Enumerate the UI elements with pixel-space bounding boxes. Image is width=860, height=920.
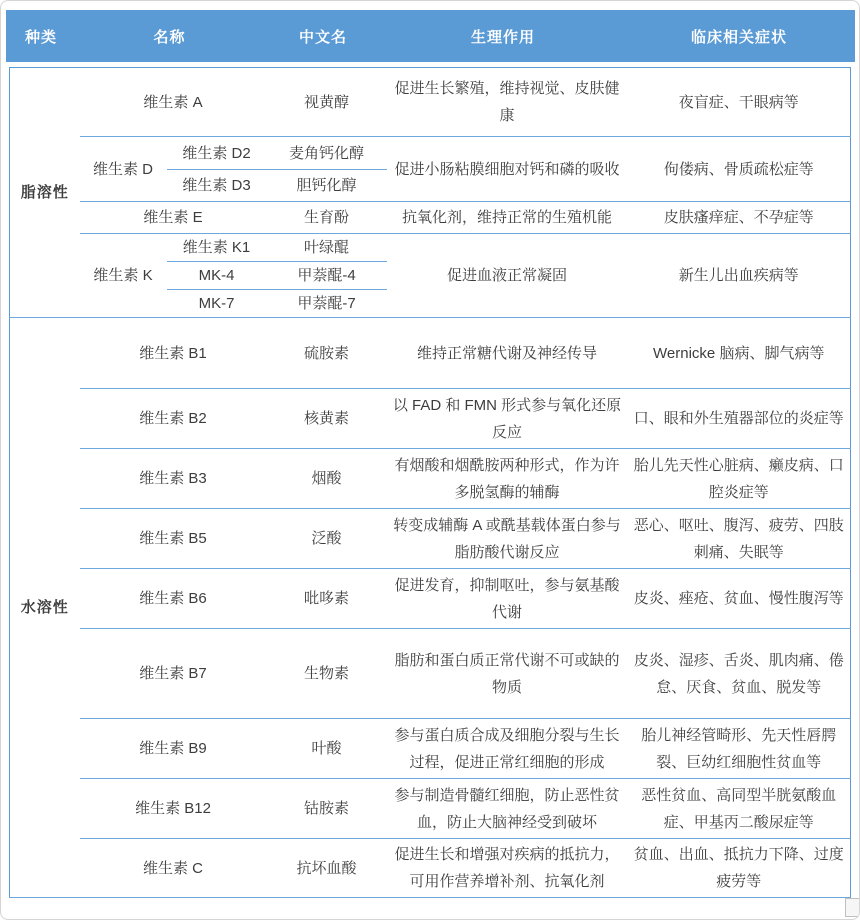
cell-physiology: 参与蛋白质合成及细胞分裂与生长过程，促进正常红细胞的形成 xyxy=(387,719,628,779)
cell-clinical: 贫血、出血、抵抗力下降、过度疲劳等 xyxy=(628,839,851,898)
cell-physiology: 维持正常糖代谢及神经传导 xyxy=(387,318,628,389)
cell-clinical: 佝偻病、骨质疏松症等 xyxy=(628,137,851,202)
cell-chinese-name: 生物素 xyxy=(267,629,387,719)
cell-name: 维生素 B7 xyxy=(80,629,267,719)
category-water-soluble: 水溶性 xyxy=(10,318,80,898)
cell-chinese-name: 吡哆素 xyxy=(267,569,387,629)
table-row xyxy=(10,137,851,170)
cell-name: 维生素 B6 xyxy=(80,569,267,629)
cell-clinical: Wernicke 脑病、脚气病等 xyxy=(628,318,851,389)
cell-physiology: 参与制造骨髓红细胞，防止恶性贫血，防止大脑神经受到破坏 xyxy=(387,779,628,839)
cell-subname: MK-7 xyxy=(167,290,267,318)
cell-clinical: 恶性贫血、高同型半胱氨酸血症、甲基丙二酸尿症等 xyxy=(628,779,851,839)
cell-physiology: 转变成辅酶 A 或酰基载体蛋白参与脂肪酸代谢反应 xyxy=(387,509,628,569)
table-row xyxy=(10,234,851,262)
scrollbar-corner xyxy=(845,898,860,917)
cell-physiology: 促进小肠粘膜细胞对钙和磷的吸收 xyxy=(387,137,628,202)
cell-chinese-name: 烟酸 xyxy=(267,449,387,509)
cell-chinese-name: 麦角钙化醇 xyxy=(267,137,387,170)
cell-clinical: 胎儿先天性心脏病、癞皮病、口腔炎症等 xyxy=(628,449,851,509)
table-row xyxy=(10,569,851,629)
cell-physiology: 以 FAD 和 FMN 形式参与氧化还原反应 xyxy=(387,389,628,449)
table-header xyxy=(6,10,855,62)
cell-chinese-name: 甲萘醌-7 xyxy=(267,290,387,318)
cell-chinese-name: 生育酚 xyxy=(267,202,387,234)
cell-subname: 维生素 D2 xyxy=(167,137,267,170)
cell-subname: 维生素 K1 xyxy=(167,234,267,262)
cell-chinese-name: 硫胺素 xyxy=(267,318,387,389)
cell-chinese-name: 核黄素 xyxy=(267,389,387,449)
cell-clinical: 皮炎、痤疮、贫血、慢性腹泻等 xyxy=(628,569,851,629)
header-col-chinese-name: 中文名 xyxy=(298,28,347,46)
cell-subname: 维生素 D3 xyxy=(167,170,267,202)
cell-clinical: 夜盲症、干眼病等 xyxy=(628,68,851,137)
table-row xyxy=(10,389,851,449)
cell-clinical: 皮肤瘙痒症、不孕症等 xyxy=(628,202,851,234)
cell-chinese-name: 泛酸 xyxy=(267,509,387,569)
category-fat-soluble: 脂溶性 xyxy=(10,68,80,318)
cell-name: 维生素 B2 xyxy=(80,389,267,449)
cell-chinese-name: 甲萘醌-4 xyxy=(267,262,387,290)
cell-chinese-name: 叶酸 xyxy=(267,719,387,779)
table-row xyxy=(10,449,851,509)
cell-name: 维生素 B5 xyxy=(80,509,267,569)
cell-chinese-name: 抗坏血酸 xyxy=(267,839,387,898)
cell-chinese-name: 视黄醇 xyxy=(267,68,387,137)
header-col-name: 名称 xyxy=(153,28,186,46)
cell-clinical: 胎儿神经管畸形、先天性唇腭裂、巨幼红细胞性贫血等 xyxy=(628,719,851,779)
cell-chinese-name: 胆钙化醇 xyxy=(267,170,387,202)
cell-name: 维生素 B1 xyxy=(80,318,267,389)
table-row xyxy=(10,839,851,898)
cell-chinese-name: 叶绿醌 xyxy=(267,234,387,262)
table-row xyxy=(10,202,851,234)
cell-physiology: 促进生长繁殖，维持视觉、皮肤健康 xyxy=(387,68,628,137)
table-row xyxy=(10,719,851,779)
cell-physiology: 促进血液正常凝固 xyxy=(387,234,628,318)
cell-physiology: 促进生长和增强对疾病的抵抗力，可用作营养增补剂、抗氧化剂 xyxy=(387,839,628,898)
cell-subname: MK-4 xyxy=(167,262,267,290)
cell-name: 维生素 C xyxy=(80,839,267,898)
cell-physiology: 抗氧化剂，维持正常的生殖机能 xyxy=(387,202,628,234)
table-row xyxy=(10,68,851,137)
table-row xyxy=(10,779,851,839)
cell-name: 维生素 E xyxy=(80,202,267,234)
header-col-type: 种类 xyxy=(24,28,57,46)
table-row xyxy=(10,509,851,569)
cell-clinical: 恶心、呕吐、腹泻、疲劳、四肢刺痛、失眠等 xyxy=(628,509,851,569)
header-col-physiology: 生理作用 xyxy=(470,28,535,46)
cell-clinical: 新生儿出血疾病等 xyxy=(628,234,851,318)
vitamin-table xyxy=(9,67,851,898)
cell-name: 维生素 K xyxy=(80,234,167,318)
cell-physiology: 促进发育，抑制呕吐，参与氨基酸代谢 xyxy=(387,569,628,629)
cell-name: 维生素 D xyxy=(80,137,167,202)
cell-clinical: 皮炎、湿疹、舌炎、肌肉痛、倦怠、厌食、贫血、脱发等 xyxy=(628,629,851,719)
cell-name: 维生素 A xyxy=(80,68,267,137)
cell-name: 维生素 B3 xyxy=(80,449,267,509)
cell-chinese-name: 钴胺素 xyxy=(267,779,387,839)
header-col-clinical: 临床相关症状 xyxy=(690,28,787,46)
cell-clinical: 口、眼和外生殖器部位的炎症等 xyxy=(628,389,851,449)
cell-name: 维生素 B12 xyxy=(80,779,267,839)
cell-physiology: 脂肪和蛋白质正常代谢不可或缺的物质 xyxy=(387,629,628,719)
cell-physiology: 有烟酸和烟酰胺两种形式，作为许多脱氢酶的辅酶 xyxy=(387,449,628,509)
table-row xyxy=(10,629,851,719)
cell-name: 维生素 B9 xyxy=(80,719,267,779)
table-row xyxy=(10,318,851,389)
